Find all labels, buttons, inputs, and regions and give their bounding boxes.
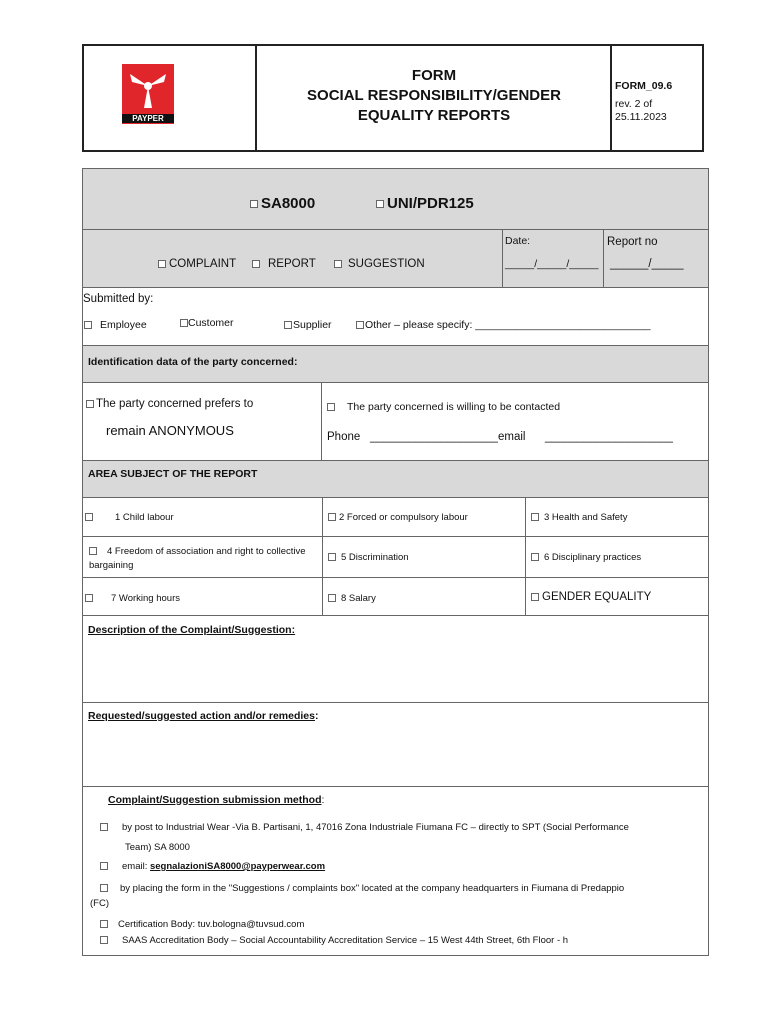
suggestion-label: SUGGESTION <box>348 258 425 270</box>
logo-text: PAYPER <box>122 114 174 123</box>
area-row-divider-2 <box>83 577 708 578</box>
contact-checkbox[interactable] <box>327 403 335 411</box>
report-checkbox[interactable] <box>252 260 260 268</box>
description-divider <box>83 702 708 703</box>
discrimination-label: 5 Discrimination <box>341 552 409 563</box>
certification-label: Certification Body: tuv.bologna@tuvsud.com <box>118 919 305 930</box>
contact-option[interactable] <box>327 401 560 413</box>
logo-emblem-icon <box>122 64 174 114</box>
title-line-1: FORM <box>411 67 457 84</box>
submitter-supplier[interactable] <box>284 319 332 331</box>
type-report[interactable] <box>252 258 316 270</box>
payper-logo <box>122 64 174 124</box>
salary-checkbox[interactable] <box>328 594 336 602</box>
post-line-1: by post to Industrial Wear -Via B. Partisani, 1, 47016 Zona Industriale Fiumana FC – directly to SPT (Social Performance <box>122 822 629 833</box>
certification-body[interactable] <box>100 919 304 930</box>
report-no-label: Report no <box>607 236 658 248</box>
supplier-checkbox[interactable] <box>284 321 292 329</box>
complaint-label: COMPLAINT <box>169 258 237 270</box>
forced-labour-checkbox[interactable] <box>328 513 336 521</box>
box-line-2: (FC) <box>90 898 109 909</box>
post-line-2: Team) SA 8000 <box>125 842 190 853</box>
contact-label: The party concerned is willing to be contacted <box>347 401 561 413</box>
working-hours-label: 7 Working hours <box>111 593 180 604</box>
description-label: Description of the Complaint/Suggestion: <box>88 624 296 636</box>
identification-heading: Identification data of the party concerned: <box>88 356 298 368</box>
customer-checkbox[interactable] <box>180 319 188 327</box>
discrimination-checkbox[interactable] <box>328 553 336 561</box>
area-freedom-association[interactable] <box>89 546 306 557</box>
other-checkbox[interactable] <box>356 321 364 329</box>
submitter-other[interactable] <box>356 319 651 331</box>
submission-heading-label: Complaint/Suggestion submission method <box>108 794 322 806</box>
sa8000-label: SA8000 <box>261 195 316 212</box>
requested-action-field[interactable] <box>83 726 708 786</box>
employee-label: Employee <box>100 319 147 331</box>
other-label: Other – please specify: ______________________________ <box>365 319 651 331</box>
method-box[interactable] <box>100 883 624 894</box>
email-field[interactable]: ____________________ <box>545 431 673 443</box>
submitter-customer[interactable] <box>180 317 234 329</box>
email-label: email <box>498 431 526 443</box>
description-field[interactable] <box>83 640 708 702</box>
email-address-link[interactable]: segnalazioniSA8000@payperwear.com <box>149 861 326 872</box>
submission-heading-colon: : <box>321 794 325 806</box>
sa8000-checkbox[interactable] <box>250 200 258 208</box>
area-heading: AREA SUBJECT OF THE REPORT <box>88 468 258 480</box>
area-forced-labour[interactable] <box>328 512 468 523</box>
report-no-field[interactable]: ______/_____ <box>610 258 684 270</box>
freedom-association-checkbox[interactable] <box>89 547 97 555</box>
area-row-divider-1 <box>83 536 708 537</box>
area-health-safety[interactable] <box>531 512 627 523</box>
date-cell-divider <box>502 230 503 287</box>
unipdr125-checkbox[interactable] <box>376 200 384 208</box>
area-row-divider-3 <box>83 615 708 616</box>
method-email[interactable] <box>100 861 325 872</box>
form-title <box>258 66 610 126</box>
saas-checkbox[interactable] <box>100 936 108 944</box>
saas-body[interactable] <box>100 935 568 946</box>
disciplinary-label: 6 Disciplinary practices <box>544 552 642 563</box>
requested-divider <box>83 786 708 787</box>
report-label: REPORT <box>268 258 316 270</box>
gender-equality-checkbox[interactable] <box>531 593 539 601</box>
type-complaint[interactable] <box>158 258 236 270</box>
area-disciplinary[interactable] <box>531 552 641 563</box>
area-gender-equality[interactable] <box>531 591 651 603</box>
email-method-checkbox[interactable] <box>100 862 108 870</box>
supplier-label: Supplier <box>293 319 332 331</box>
anonymous-line-2: remain ANONYMOUS <box>106 423 234 438</box>
suggestion-checkbox[interactable] <box>334 260 342 268</box>
method-post[interactable] <box>100 822 629 833</box>
health-safety-checkbox[interactable] <box>531 513 539 521</box>
box-checkbox[interactable] <box>100 884 108 892</box>
requested-action-heading <box>88 710 318 722</box>
gender-equality-label: GENDER EQUALITY <box>542 591 652 603</box>
forced-labour-label: 2 Forced or compulsory labour <box>339 512 468 523</box>
health-safety-label: 3 Health and Safety <box>544 512 628 523</box>
area-discrimination[interactable] <box>328 552 409 563</box>
anonymous-line-1: The party concerned prefers to <box>96 398 254 410</box>
submission-heading <box>108 794 324 806</box>
area-salary[interactable] <box>328 593 376 604</box>
title-line-3: EQUALITY REPORTS <box>357 107 511 124</box>
working-hours-checkbox[interactable] <box>85 594 93 602</box>
salary-label: 8 Salary <box>341 593 376 604</box>
email-method-label: email: <box>122 861 148 872</box>
requested-action-colon: : <box>314 710 319 722</box>
title-line-2: SOCIAL RESPONSIBILITY/GENDER <box>307 87 561 104</box>
submitter-employee[interactable] <box>84 319 147 331</box>
date-field[interactable]: _____/_____/_____ <box>505 258 599 270</box>
saas-label: SAAS Accreditation Body – Social Accountability Accreditation Service – 15 West 44th Street, 6th Floor - h <box>122 935 569 946</box>
box-line-1: by placing the form in the "Suggestions / complaints box" located at the company headquarters in Fiumana di Predappio <box>120 883 625 894</box>
report-no-cell-divider <box>603 230 604 287</box>
revision-date: 25.11.2023 <box>615 111 667 123</box>
phone-label: Phone <box>327 431 361 443</box>
child-labour-label: 1 Child labour <box>115 512 174 523</box>
header-divider-2 <box>610 44 612 152</box>
area-col-divider-2 <box>525 497 526 615</box>
post-checkbox[interactable] <box>100 823 108 831</box>
freedom-association-label-2: bargaining <box>89 560 134 571</box>
certification-checkbox[interactable] <box>100 920 108 928</box>
form-code: FORM_09.6 <box>615 80 673 92</box>
revision-number: rev. 2 of <box>615 98 653 110</box>
date-label: Date: <box>505 235 531 247</box>
area-working-hours[interactable] <box>85 593 180 604</box>
identification-divider <box>321 382 322 460</box>
disciplinary-checkbox[interactable] <box>531 553 539 561</box>
area-child-labour[interactable] <box>85 512 174 523</box>
standard-sa8000[interactable] <box>250 195 315 212</box>
unipdr125-label: UNI/PDR125 <box>387 195 474 212</box>
phone-field[interactable]: ____________________ <box>370 431 498 443</box>
employee-checkbox[interactable] <box>84 321 92 329</box>
area-col-divider-1 <box>322 497 323 615</box>
anonymous-option[interactable] <box>86 398 253 410</box>
header-divider-1 <box>255 44 257 152</box>
standard-unipdr125[interactable] <box>376 195 474 212</box>
freedom-association-label: 4 Freedom of association and right to collective <box>107 546 306 557</box>
requested-action-label: Requested/suggested action and/or remedies <box>88 710 315 722</box>
complaint-checkbox[interactable] <box>158 260 166 268</box>
type-suggestion[interactable] <box>334 258 425 270</box>
anonymous-checkbox[interactable] <box>86 400 94 408</box>
customer-label: Customer <box>188 317 234 329</box>
submitted-by-label: Submitted by: <box>83 293 154 305</box>
child-labour-checkbox[interactable] <box>85 513 93 521</box>
